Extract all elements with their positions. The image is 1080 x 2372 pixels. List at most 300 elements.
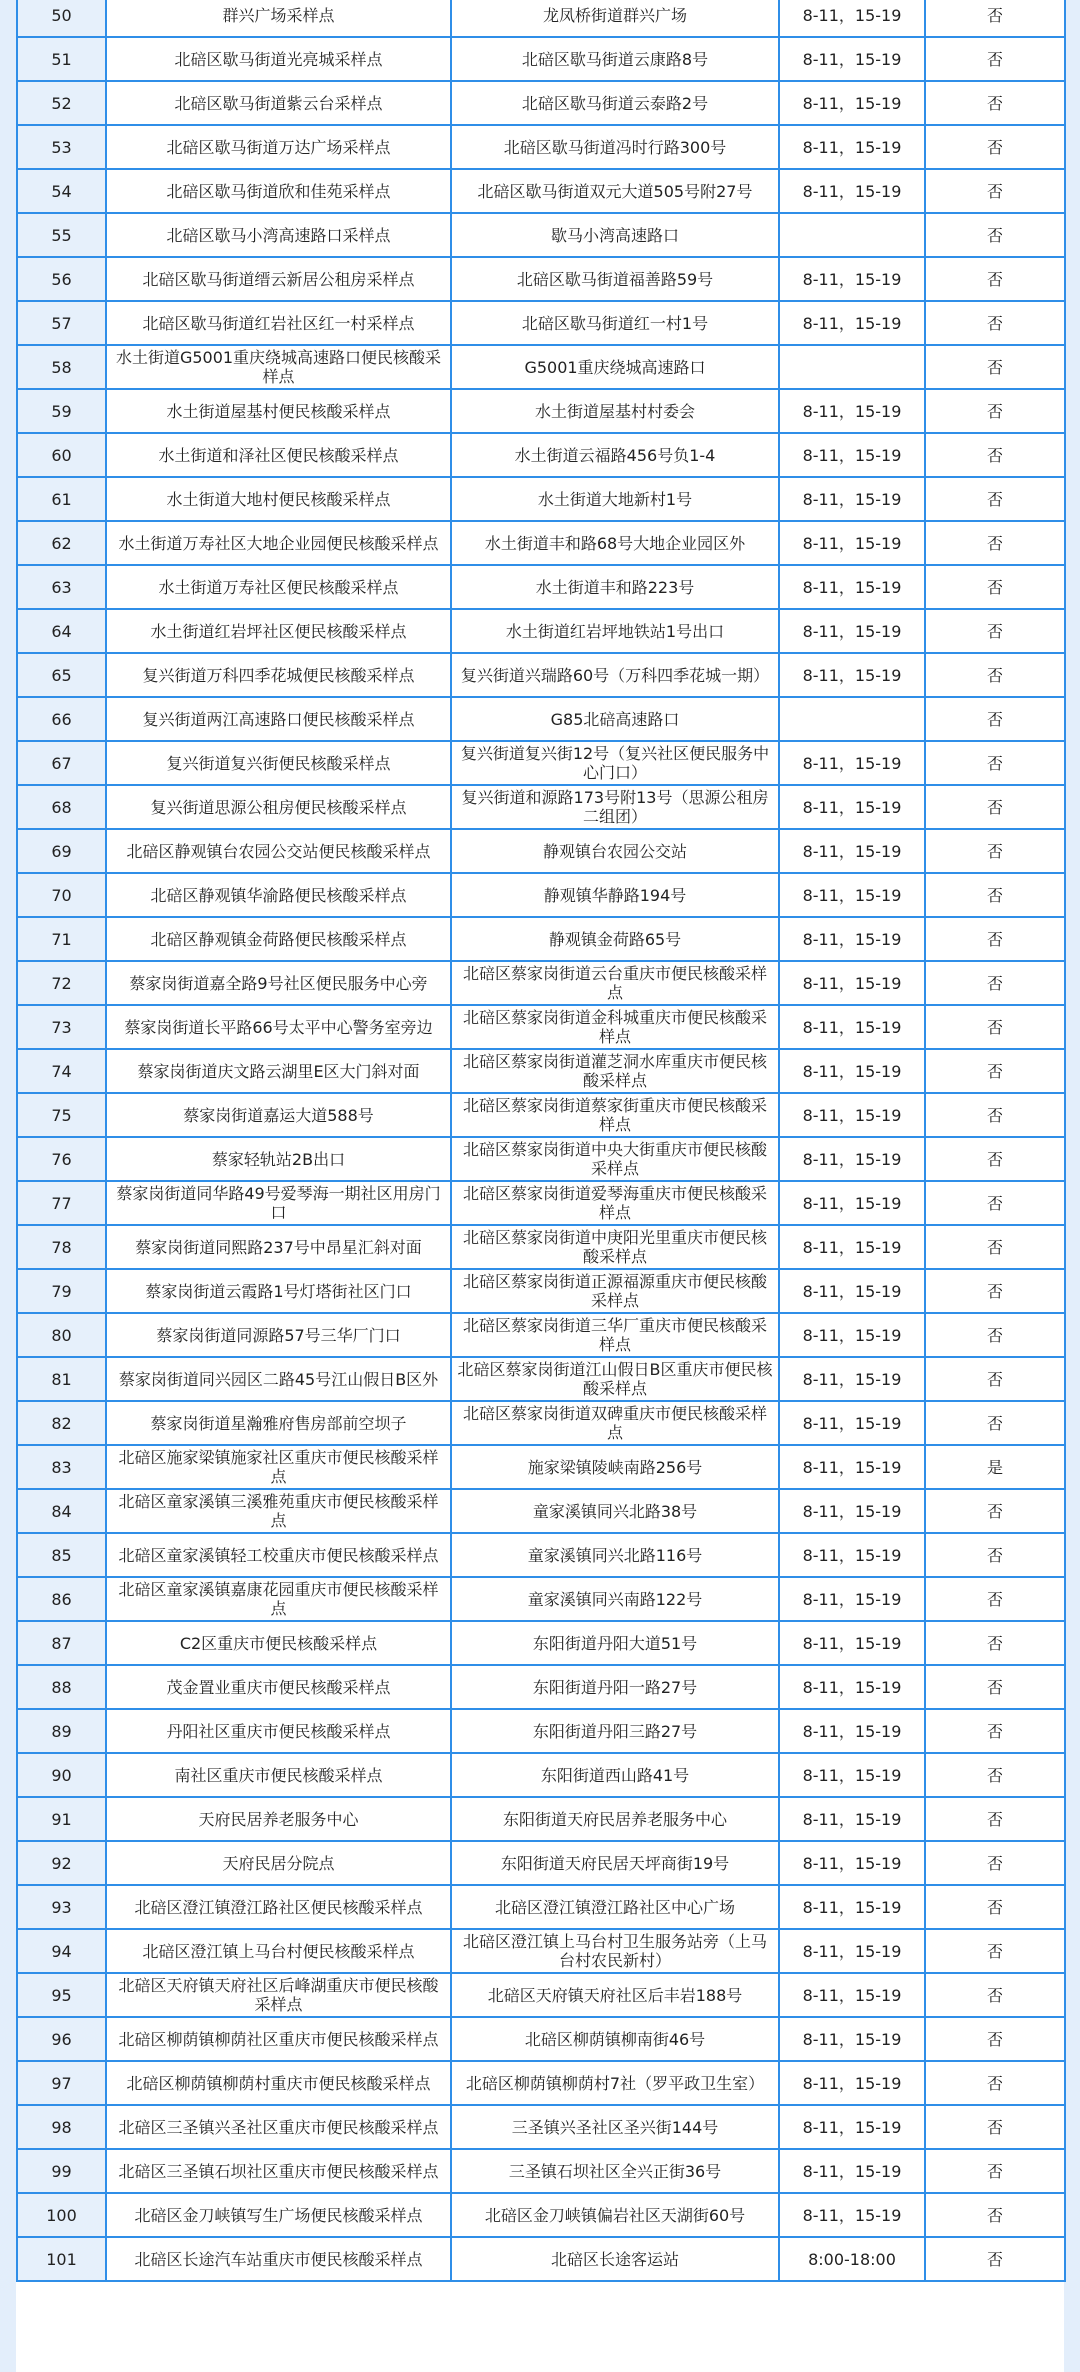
- opening-hours: 8-11，15-19: [779, 1445, 925, 1489]
- right-margin-strip: [1064, 0, 1080, 2372]
- row-number: 71: [17, 917, 106, 961]
- site-name: 北碚区静观镇华渝路便民核酸采样点: [106, 873, 451, 917]
- site-address: 龙凤桥街道群兴广场: [451, 0, 779, 37]
- row-number: 95: [17, 1973, 106, 2017]
- site-name: 北碚区三圣镇石坝社区重庆市便民核酸采样点: [106, 2149, 451, 2193]
- site-address: 北碚区歇马街道福善路59号: [451, 257, 779, 301]
- opening-hours: 8-11，15-19: [779, 961, 925, 1005]
- table-row: [17, 2237, 1065, 2281]
- opening-hours: 8-11，15-19: [779, 1049, 925, 1093]
- row-number: 84: [17, 1489, 106, 1533]
- opening-hours: 8-11，15-19: [779, 1621, 925, 1665]
- table-row: [17, 345, 1065, 389]
- row-number: 55: [17, 213, 106, 257]
- status-flag: 是: [925, 1445, 1065, 1489]
- row-number: 83: [17, 1445, 106, 1489]
- opening-hours: 8-11，15-19: [779, 1929, 925, 1973]
- site-name: 蔡家岗街道庆文路云湖里E区大门斜对面: [106, 1049, 451, 1093]
- status-flag: 否: [925, 0, 1065, 37]
- site-name: 蔡家轻轨站2B出口: [106, 1137, 451, 1181]
- site-address: 北碚区歇马街道双元大道505号附27号: [451, 169, 779, 213]
- status-flag: 否: [925, 961, 1065, 1005]
- table-row: [17, 1137, 1065, 1181]
- row-number: 99: [17, 2149, 106, 2193]
- opening-hours: 8-11，15-19: [779, 653, 925, 697]
- table-row: [17, 1357, 1065, 1401]
- site-address: 北碚区蔡家岗街道中央大街重庆市便民核酸采样点: [451, 1137, 779, 1181]
- site-address: 北碚区柳荫镇柳南街46号: [451, 2017, 779, 2061]
- table-row: [17, 961, 1065, 1005]
- status-flag: 否: [925, 345, 1065, 389]
- opening-hours: 8-11，15-19: [779, 741, 925, 785]
- row-number: 89: [17, 1709, 106, 1753]
- opening-hours: 8-11，15-19: [779, 1225, 925, 1269]
- status-flag: 否: [925, 1709, 1065, 1753]
- row-number: 64: [17, 609, 106, 653]
- table-row: [17, 433, 1065, 477]
- status-flag: 否: [925, 1841, 1065, 1885]
- status-flag: 否: [925, 2193, 1065, 2237]
- table-row: [17, 213, 1065, 257]
- row-number: 67: [17, 741, 106, 785]
- table-row: [17, 1973, 1065, 2017]
- table-row: [17, 2017, 1065, 2061]
- site-address: 静观镇华静路194号: [451, 873, 779, 917]
- status-flag: 否: [925, 609, 1065, 653]
- table-row: [17, 1401, 1065, 1445]
- row-number: 86: [17, 1577, 106, 1621]
- site-name: 北碚区童家溪镇轻工校重庆市便民核酸采样点: [106, 1533, 451, 1577]
- site-name: 北碚区施家梁镇施家社区重庆市便民核酸采样点: [106, 1445, 451, 1489]
- table-row: [17, 169, 1065, 213]
- opening-hours: 8-11，15-19: [779, 785, 925, 829]
- opening-hours: 8-11，15-19: [779, 1577, 925, 1621]
- site-address: 北碚区蔡家岗街道江山假日B区重庆市便民核酸采样点: [451, 1357, 779, 1401]
- table-row: [17, 1445, 1065, 1489]
- table-row: [17, 125, 1065, 169]
- site-address: 水土街道红岩坪地铁站1号出口: [451, 609, 779, 653]
- row-number: 75: [17, 1093, 106, 1137]
- row-number: 72: [17, 961, 106, 1005]
- row-number: 78: [17, 1225, 106, 1269]
- row-number: 69: [17, 829, 106, 873]
- site-address: 北碚区蔡家岗街道爱琴海重庆市便民核酸采样点: [451, 1181, 779, 1225]
- site-name: 北碚区童家溪镇嘉康花园重庆市便民核酸采样点: [106, 1577, 451, 1621]
- status-flag: 否: [925, 2061, 1065, 2105]
- status-flag: 否: [925, 521, 1065, 565]
- opening-hours: 8-11，15-19: [779, 1401, 925, 1445]
- status-flag: 否: [925, 1225, 1065, 1269]
- site-name: 北碚区天府镇天府社区后峰湖重庆市便民核酸采样点: [106, 1973, 451, 2017]
- site-address: 北碚区歇马街道云泰路2号: [451, 81, 779, 125]
- table-row: [17, 2193, 1065, 2237]
- site-address: 北碚区蔡家岗街道云台重庆市便民核酸采样点: [451, 961, 779, 1005]
- status-flag: 否: [925, 1049, 1065, 1093]
- site-address: 静观镇台农园公交站: [451, 829, 779, 873]
- status-flag: 否: [925, 433, 1065, 477]
- opening-hours: 8-11，15-19: [779, 433, 925, 477]
- site-name: 蔡家岗街道长平路66号太平中心警务室旁边: [106, 1005, 451, 1049]
- table-row: [17, 521, 1065, 565]
- opening-hours: 8-11，15-19: [779, 389, 925, 433]
- site-name: 水土街道G5001重庆绕城高速路口便民核酸采样点: [106, 345, 451, 389]
- status-flag: 否: [925, 301, 1065, 345]
- status-flag: 否: [925, 37, 1065, 81]
- site-address: 童家溪镇同兴南路122号: [451, 1577, 779, 1621]
- opening-hours: 8-11，15-19: [779, 829, 925, 873]
- left-margin-strip: [0, 0, 16, 2372]
- site-name: 蔡家岗街道嘉运大道588号: [106, 1093, 451, 1137]
- site-name: 北碚区澄江镇上马台村便民核酸采样点: [106, 1929, 451, 1973]
- status-flag: 否: [925, 741, 1065, 785]
- opening-hours: 8-11，15-19: [779, 1269, 925, 1313]
- table-row: [17, 697, 1065, 741]
- site-address: 水土街道屋基村村委会: [451, 389, 779, 433]
- site-address: 北碚区长途客运站: [451, 2237, 779, 2281]
- site-name: 群兴广场采样点: [106, 0, 451, 37]
- row-number: 79: [17, 1269, 106, 1313]
- row-number: 61: [17, 477, 106, 521]
- row-number: 60: [17, 433, 106, 477]
- status-flag: 否: [925, 1137, 1065, 1181]
- opening-hours: [779, 697, 925, 741]
- status-flag: 否: [925, 125, 1065, 169]
- site-name: 北碚区歇马小湾高速路口采样点: [106, 213, 451, 257]
- site-address: 北碚区歇马街道云康路8号: [451, 37, 779, 81]
- row-number: 77: [17, 1181, 106, 1225]
- row-number: 87: [17, 1621, 106, 1665]
- site-address: 童家溪镇同兴北路38号: [451, 1489, 779, 1533]
- site-name: 北碚区童家溪镇三溪雅苑重庆市便民核酸采样点: [106, 1489, 451, 1533]
- table-row: [17, 1621, 1065, 1665]
- status-flag: 否: [925, 1093, 1065, 1137]
- site-name: 北碚区歇马街道缙云新居公租房采样点: [106, 257, 451, 301]
- status-flag: 否: [925, 477, 1065, 521]
- row-number: 50: [17, 0, 106, 37]
- row-number: 92: [17, 1841, 106, 1885]
- site-address: 三圣镇石坝社区全兴正街36号: [451, 2149, 779, 2193]
- site-name: 北碚区三圣镇兴圣社区重庆市便民核酸采样点: [106, 2105, 451, 2149]
- status-flag: 否: [925, 653, 1065, 697]
- row-number: 54: [17, 169, 106, 213]
- table-row: [17, 257, 1065, 301]
- site-name: 蔡家岗街道同熙路237号中昂星汇斜对面: [106, 1225, 451, 1269]
- status-flag: 否: [925, 213, 1065, 257]
- table-row: [17, 653, 1065, 697]
- opening-hours: 8-11，15-19: [779, 169, 925, 213]
- opening-hours: 8-11，15-19: [779, 1665, 925, 1709]
- table-row: [17, 1093, 1065, 1137]
- site-address: 北碚区蔡家岗街道三华厂重庆市便民核酸采样点: [451, 1313, 779, 1357]
- table-body: [17, 0, 1065, 2281]
- site-address: 东阳街道丹阳一路27号: [451, 1665, 779, 1709]
- site-address: 北碚区柳荫镇柳荫村7社（罗平政卫生室）: [451, 2061, 779, 2105]
- site-name: 天府民居养老服务中心: [106, 1797, 451, 1841]
- opening-hours: 8-11，15-19: [779, 37, 925, 81]
- table-row: [17, 785, 1065, 829]
- opening-hours: 8-11，15-19: [779, 257, 925, 301]
- site-address: 东阳街道西山路41号: [451, 1753, 779, 1797]
- row-number: 98: [17, 2105, 106, 2149]
- site-address: 水土街道云福路456号负1-4: [451, 433, 779, 477]
- row-number: 85: [17, 1533, 106, 1577]
- opening-hours: 8-11，15-19: [779, 2061, 925, 2105]
- opening-hours: 8-11，15-19: [779, 609, 925, 653]
- site-name: 北碚区静观镇金荷路便民核酸采样点: [106, 917, 451, 961]
- site-name: C2区重庆市便民核酸采样点: [106, 1621, 451, 1665]
- status-flag: 否: [925, 389, 1065, 433]
- site-address: 北碚区蔡家岗街道灌芝洞水库重庆市便民核酸采样点: [451, 1049, 779, 1093]
- sampling-sites-table: [16, 0, 1066, 2282]
- site-address: 水土街道大地新村1号: [451, 477, 779, 521]
- site-address: G5001重庆绕城高速路口: [451, 345, 779, 389]
- row-number: 68: [17, 785, 106, 829]
- row-number: 57: [17, 301, 106, 345]
- opening-hours: 8-11，15-19: [779, 1533, 925, 1577]
- status-flag: 否: [925, 1269, 1065, 1313]
- row-number: 53: [17, 125, 106, 169]
- opening-hours: 8-11，15-19: [779, 2105, 925, 2149]
- opening-hours: 8-11，15-19: [779, 125, 925, 169]
- table-row: [17, 829, 1065, 873]
- status-flag: 否: [925, 873, 1065, 917]
- opening-hours: 8-11，15-19: [779, 301, 925, 345]
- site-name: 复兴街道两江高速路口便民核酸采样点: [106, 697, 451, 741]
- site-name: 复兴街道复兴街便民核酸采样点: [106, 741, 451, 785]
- site-name: 复兴街道思源公租房便民核酸采样点: [106, 785, 451, 829]
- site-address: 歇马小湾高速路口: [451, 213, 779, 257]
- site-address: 北碚区蔡家岗街道正源福源重庆市便民核酸采样点: [451, 1269, 779, 1313]
- row-number: 90: [17, 1753, 106, 1797]
- table-row: [17, 2061, 1065, 2105]
- site-address: 东阳街道天府民居养老服务中心: [451, 1797, 779, 1841]
- opening-hours: 8-11，15-19: [779, 917, 925, 961]
- status-flag: 否: [925, 1313, 1065, 1357]
- site-name: 茂金置业重庆市便民核酸采样点: [106, 1665, 451, 1709]
- opening-hours: 8-11，15-19: [779, 1753, 925, 1797]
- site-address: 复兴街道和源路173号附13号（思源公租房二组团）: [451, 785, 779, 829]
- status-flag: 否: [925, 2017, 1065, 2061]
- opening-hours: 8-11，15-19: [779, 0, 925, 37]
- status-flag: 否: [925, 169, 1065, 213]
- site-name: 北碚区长途汽车站重庆市便民核酸采样点: [106, 2237, 451, 2281]
- opening-hours: 8-11，15-19: [779, 1885, 925, 1929]
- status-flag: 否: [925, 1401, 1065, 1445]
- status-flag: 否: [925, 2149, 1065, 2193]
- table-row: [17, 0, 1065, 37]
- status-flag: 否: [925, 1885, 1065, 1929]
- opening-hours: 8-11，15-19: [779, 1709, 925, 1753]
- status-flag: 否: [925, 1577, 1065, 1621]
- table-row: [17, 873, 1065, 917]
- table-row: [17, 1929, 1065, 1973]
- site-address: 北碚区澄江镇澄江路社区中心广场: [451, 1885, 779, 1929]
- opening-hours: 8-11，15-19: [779, 1313, 925, 1357]
- site-name: 北碚区静观镇台农园公交站便民核酸采样点: [106, 829, 451, 873]
- table-row: [17, 81, 1065, 125]
- site-name: 天府民居分院点: [106, 1841, 451, 1885]
- opening-hours: 8-11，15-19: [779, 1093, 925, 1137]
- site-address: 复兴街道兴瑞路60号（万科四季花城一期）: [451, 653, 779, 697]
- table-row: [17, 2149, 1065, 2193]
- site-address: 北碚区金刀峡镇偏岩社区天湖街60号: [451, 2193, 779, 2237]
- opening-hours: 8-11，15-19: [779, 873, 925, 917]
- status-flag: 否: [925, 917, 1065, 961]
- opening-hours: 8-11，15-19: [779, 2017, 925, 2061]
- site-address: 复兴街道复兴街12号（复兴社区便民服务中心门口）: [451, 741, 779, 785]
- site-name: 蔡家岗街道星瀚雅府售房部前空坝子: [106, 1401, 451, 1445]
- site-name: 复兴街道万科四季花城便民核酸采样点: [106, 653, 451, 697]
- opening-hours: 8-11，15-19: [779, 477, 925, 521]
- table-row: [17, 1577, 1065, 1621]
- row-number: 52: [17, 81, 106, 125]
- site-name: 丹阳社区重庆市便民核酸采样点: [106, 1709, 451, 1753]
- status-flag: 否: [925, 697, 1065, 741]
- row-number: 76: [17, 1137, 106, 1181]
- site-address: 水土街道丰和路68号大地企业园区外: [451, 521, 779, 565]
- site-name: 北碚区金刀峡镇写生广场便民核酸采样点: [106, 2193, 451, 2237]
- row-number: 74: [17, 1049, 106, 1093]
- table-row: [17, 1225, 1065, 1269]
- status-flag: 否: [925, 785, 1065, 829]
- site-name: 蔡家岗街道嘉全路9号社区便民服务中心旁: [106, 961, 451, 1005]
- status-flag: 否: [925, 1357, 1065, 1401]
- site-address: 北碚区蔡家岗街道金科城重庆市便民核酸采样点: [451, 1005, 779, 1049]
- opening-hours: 8-11，15-19: [779, 565, 925, 609]
- status-flag: 否: [925, 565, 1065, 609]
- opening-hours: 8-11，15-19: [779, 2193, 925, 2237]
- site-address: 三圣镇兴圣社区圣兴街144号: [451, 2105, 779, 2149]
- row-number: 66: [17, 697, 106, 741]
- status-flag: 否: [925, 81, 1065, 125]
- row-number: 62: [17, 521, 106, 565]
- site-address: 北碚区澄江镇上马台村卫生服务站旁（上马台村农民新村）: [451, 1929, 779, 1973]
- site-name: 蔡家岗街道同兴园区二路45号江山假日B区外: [106, 1357, 451, 1401]
- status-flag: 否: [925, 1533, 1065, 1577]
- row-number: 51: [17, 37, 106, 81]
- site-name: 蔡家岗街道云霞路1号灯塔街社区门口: [106, 1269, 451, 1313]
- table-row: [17, 1841, 1065, 1885]
- row-number: 73: [17, 1005, 106, 1049]
- opening-hours: 8-11，15-19: [779, 2149, 925, 2193]
- row-number: 97: [17, 2061, 106, 2105]
- site-name: 水土街道和泽社区便民核酸采样点: [106, 433, 451, 477]
- table-row: [17, 1885, 1065, 1929]
- status-flag: 否: [925, 1753, 1065, 1797]
- row-number: 63: [17, 565, 106, 609]
- table-row: [17, 389, 1065, 433]
- table-row: [17, 1049, 1065, 1093]
- site-name: 北碚区柳荫镇柳荫村重庆市便民核酸采样点: [106, 2061, 451, 2105]
- row-number: 65: [17, 653, 106, 697]
- site-address: 北碚区蔡家岗街道双碑重庆市便民核酸采样点: [451, 1401, 779, 1445]
- site-name: 南社区重庆市便民核酸采样点: [106, 1753, 451, 1797]
- status-flag: 否: [925, 257, 1065, 301]
- site-address: 静观镇金荷路65号: [451, 917, 779, 961]
- site-name: 水土街道万寿社区便民核酸采样点: [106, 565, 451, 609]
- site-name: 北碚区歇马街道欣和佳苑采样点: [106, 169, 451, 213]
- row-number: 88: [17, 1665, 106, 1709]
- table-row: [17, 1753, 1065, 1797]
- site-address: 北碚区蔡家岗街道蔡家街重庆市便民核酸采样点: [451, 1093, 779, 1137]
- site-address: 施家梁镇陵峡南路256号: [451, 1445, 779, 1489]
- status-flag: 否: [925, 1005, 1065, 1049]
- table-row: [17, 917, 1065, 961]
- site-address: 东阳街道丹阳三路27号: [451, 1709, 779, 1753]
- site-address: 北碚区蔡家岗街道中庚阳光里重庆市便民核酸采样点: [451, 1225, 779, 1269]
- row-number: 101: [17, 2237, 106, 2281]
- site-name: 水土街道屋基村便民核酸采样点: [106, 389, 451, 433]
- table-row: [17, 1313, 1065, 1357]
- opening-hours: 8-11，15-19: [779, 1841, 925, 1885]
- site-name: 水土街道红岩坪社区便民核酸采样点: [106, 609, 451, 653]
- site-name: 水土街道万寿社区大地企业园便民核酸采样点: [106, 521, 451, 565]
- opening-hours: 8-11，15-19: [779, 1137, 925, 1181]
- row-number: 82: [17, 1401, 106, 1445]
- table-row: [17, 301, 1065, 345]
- table-row: [17, 477, 1065, 521]
- table-row: [17, 1533, 1065, 1577]
- table-row: [17, 1269, 1065, 1313]
- table-row: [17, 741, 1065, 785]
- row-number: 58: [17, 345, 106, 389]
- table-row: [17, 1709, 1065, 1753]
- opening-hours: 8:00-18:00: [779, 2237, 925, 2281]
- row-number: 96: [17, 2017, 106, 2061]
- row-number: 59: [17, 389, 106, 433]
- site-address: 北碚区天府镇天府社区后丰岩188号: [451, 1973, 779, 2017]
- table-row: [17, 609, 1065, 653]
- row-number: 94: [17, 1929, 106, 1973]
- site-name: 北碚区歇马街道紫云台采样点: [106, 81, 451, 125]
- row-number: 56: [17, 257, 106, 301]
- site-name: 北碚区歇马街道红岩社区红一村采样点: [106, 301, 451, 345]
- site-name: 水土街道大地村便民核酸采样点: [106, 477, 451, 521]
- opening-hours: 8-11，15-19: [779, 81, 925, 125]
- row-number: 91: [17, 1797, 106, 1841]
- opening-hours: 8-11，15-19: [779, 1973, 925, 2017]
- site-address: 童家溪镇同兴北路116号: [451, 1533, 779, 1577]
- site-name: 北碚区歇马街道万达广场采样点: [106, 125, 451, 169]
- table-row: [17, 1181, 1065, 1225]
- opening-hours: [779, 213, 925, 257]
- site-address: 北碚区歇马街道红一村1号: [451, 301, 779, 345]
- status-flag: 否: [925, 1973, 1065, 2017]
- status-flag: 否: [925, 1621, 1065, 1665]
- table-row: [17, 1665, 1065, 1709]
- opening-hours: 8-11，15-19: [779, 1357, 925, 1401]
- opening-hours: [779, 345, 925, 389]
- table-row: [17, 1005, 1065, 1049]
- opening-hours: 8-11，15-19: [779, 1005, 925, 1049]
- site-name: 蔡家岗街道同华路49号爱琴海一期社区用房门口: [106, 1181, 451, 1225]
- opening-hours: 8-11，15-19: [779, 1181, 925, 1225]
- table-row: [17, 2105, 1065, 2149]
- status-flag: 否: [925, 2105, 1065, 2149]
- status-flag: 否: [925, 1929, 1065, 1973]
- site-name: 北碚区柳荫镇柳荫社区重庆市便民核酸采样点: [106, 2017, 451, 2061]
- status-flag: 否: [925, 829, 1065, 873]
- status-flag: 否: [925, 1181, 1065, 1225]
- status-flag: 否: [925, 1489, 1065, 1533]
- status-flag: 否: [925, 1797, 1065, 1841]
- site-address: G85北碚高速路口: [451, 697, 779, 741]
- row-number: 100: [17, 2193, 106, 2237]
- table-row: [17, 565, 1065, 609]
- row-number: 93: [17, 1885, 106, 1929]
- site-address: 北碚区歇马街道冯时行路300号: [451, 125, 779, 169]
- row-number: 70: [17, 873, 106, 917]
